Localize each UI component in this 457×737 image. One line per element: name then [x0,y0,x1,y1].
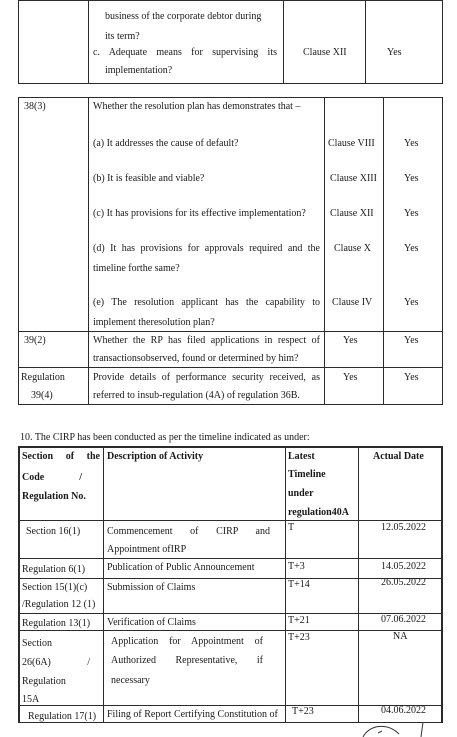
clause-value: Clause VIII [328,138,375,149]
top-table-border-top [18,0,443,1]
activity-text: Publication of Public Announcement [107,562,255,573]
activity-text: Appointment ofIRP [107,544,187,555]
timeline-table-row-divider [18,630,443,631]
actual-date: 14.05.2022 [381,561,426,572]
answer-value: Yes [404,208,419,219]
actual-date: 04.06.2022 [381,705,426,716]
top-table-col-divider [283,0,284,84]
activity-text: Verification of Claims [107,617,196,628]
section-number: Regulation 13(1) [22,618,91,629]
top-table-col-divider [365,0,366,84]
section-number: 26(6A) / [22,657,90,668]
answer-value: Yes [404,372,419,383]
timeline-value: T+3 [288,561,305,572]
cell-text: implement theresolution plan? [93,317,215,328]
column-header: Description of Activity [107,451,204,462]
cell-text: (c) It has provisions for its effective implementation? [93,208,306,219]
top-table-col-divider [88,0,89,84]
timeline-table-row-divider [18,558,443,559]
section-number: Regulation 6(1) [22,564,86,575]
top-table-border-left [18,0,19,84]
answer-value: Yes [404,243,419,254]
section-number: Section 16(1) [26,526,81,537]
activity-text: Application for Appointment of [111,636,263,647]
clause-value: Clause XIII [330,173,377,184]
cell-text: timeline forthe same? [93,263,180,274]
timeline-value: T+23 [292,706,314,717]
column-header: Latest [288,451,315,462]
actual-date: 07.06.2022 [381,614,426,625]
section-number: Section 15(1)(c) [22,582,88,593]
timeline-table-col-divider [358,446,359,723]
section-number: 39(2) [24,335,46,346]
mid-table-row-divider [18,331,443,332]
column-header: Section of the [22,451,100,462]
answer-value: Yes [404,297,419,308]
cell-text: referred to insub-regulation (4A) of regulation 36B. [93,390,300,401]
timeline-table-row-divider [18,578,443,579]
answer-value: Yes [387,47,402,58]
mid-table-border-bottom [18,404,443,405]
timeline-table-row-divider [18,705,443,706]
actual-date: 12.05.2022 [381,522,426,533]
cell-text: Whether the RP has filed applications in respect of [93,335,320,346]
section-number: Section [22,638,52,649]
activity-text: Filing of Report Certifying Constitution of [107,709,278,720]
actual-date: 26.05.2022 [381,577,426,588]
mid-table-row-divider [18,367,443,368]
section-number: Regulation [21,372,65,383]
timeline-table-row-divider [18,613,443,614]
mid-table-col-divider [383,97,384,405]
section-number: Regulation 17(1) [28,711,97,722]
cell-text: c. Adequate means for supervising its [93,47,277,58]
answer-value: Yes [404,138,419,149]
section-number: 15A [22,694,40,705]
clause-value: Clause IV [332,297,373,308]
cell-text: its term? [105,31,140,42]
column-header: Code / [22,472,82,483]
clause-value: Clause X [334,243,371,254]
timeline-table-border-top [18,446,443,448]
section-number: Regulation [22,676,66,687]
timeline-table-border-left [18,446,20,723]
activity-text: necessary [111,675,150,686]
cell-text: transactionsobserved, found or determined by him? [93,353,299,364]
actual-date: NA [393,631,408,642]
cell-text: Provide details of performance security received, as [93,372,320,383]
mid-table-border-right [442,97,443,405]
cell-text: (e) The resolution applicant has the capability to [93,297,320,308]
cell-text: implementation? [105,65,173,76]
activity-text: Authorized Representative, if [111,655,263,666]
column-header: regulation40A [288,507,349,518]
activity-text: Commencement of CIRP and [107,526,270,537]
section-heading: 10. The CIRP has been conducted as per the timeline indicated as under: [20,432,310,443]
timeline-value: T+14 [288,579,310,590]
column-header: Actual Date [373,451,424,462]
clause-value: Yes [343,335,358,346]
stamp-mark [355,722,435,737]
activity-text: Submission of Claims [107,582,196,593]
timeline-value: T [288,522,295,533]
cell-text: (d) It has provisions for approvals required and the [93,243,320,254]
answer-value: Yes [404,335,419,346]
cell-text: Whether the resolution plan has demonstrates that – [93,101,301,112]
timeline-table-col-divider [103,446,104,723]
column-header: Regulation No. [22,491,86,502]
column-header: under [288,488,314,499]
answer-value: Yes [404,173,419,184]
mid-table-border-left [18,97,19,405]
mid-table-col-divider [88,97,89,405]
column-header: Timeline [288,469,326,480]
cell-text: business of the corporate debtor during [105,11,262,22]
mid-table-col-divider [324,97,325,405]
top-table-border-right [442,0,443,84]
section-number: 38(3) [24,101,46,112]
timeline-table-col-divider [285,446,286,723]
top-table-border-bottom [18,83,443,84]
clause-value: Clause XII [303,47,347,58]
timeline-table-border-right [441,446,443,723]
mid-table-border-top [18,97,443,98]
timeline-value: T+21 [288,615,310,626]
cell-text: (a) It addresses the cause of default? [93,138,239,149]
clause-value: Clause XII [330,208,374,219]
section-number: 39(4) [31,390,53,401]
section-number: /Regulation 12 (1) [22,599,96,610]
timeline-value: T+23 [288,632,310,643]
timeline-table-row-divider [18,520,443,521]
clause-value: Yes [343,372,358,383]
cell-text: (b) It is feasible and viable? [93,173,205,184]
